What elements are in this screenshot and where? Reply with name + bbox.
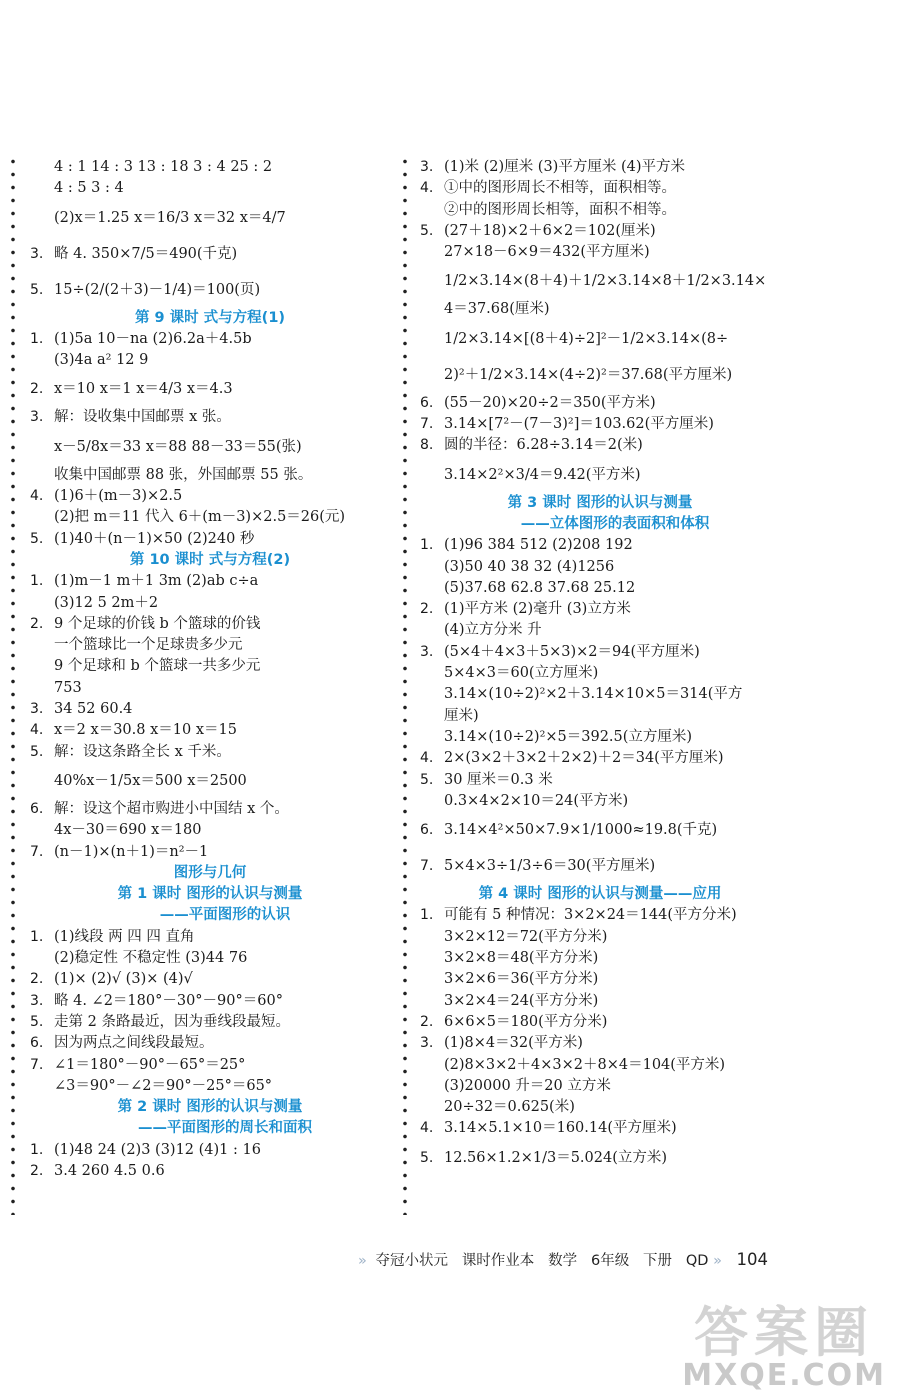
answer-text: (1)8×4＝32(平方米) (444, 1035, 583, 1052)
answer-line (420, 557, 780, 578)
answer-text: 3.14×2²×3/4＝9.42(平方米) (444, 466, 641, 483)
question-number: 1. (30, 928, 44, 945)
answer-text: 略 4. ∠2＝180°－30°－90°＝60° (54, 992, 283, 1009)
answer-line (420, 414, 780, 435)
answer-line (30, 969, 390, 990)
answer-text: 2×(3×2＋3×2＋2×2)＋2＝34(平方厘米) (444, 750, 724, 767)
section-heading: 第 2 课时 图形的认识与测量 (117, 1099, 303, 1116)
question-number: 3. (420, 643, 434, 660)
answer-line (420, 242, 780, 263)
binding-holes-middle (402, 155, 408, 1215)
answer-text: 3×2×6＝36(平方分米) (444, 971, 599, 988)
answer-line (30, 178, 390, 199)
answer-line (30, 236, 390, 272)
answer-text: (1)5a 10－na (2)6.2a＋4.5b (54, 330, 252, 347)
answer-line (420, 620, 780, 641)
answer-line (30, 635, 390, 656)
footer-arrow-icon: » (713, 1253, 722, 1269)
question-number: 4. (420, 750, 434, 767)
answer-text: (3)12 5 2m＋2 (54, 594, 159, 611)
answer-line (420, 1076, 780, 1097)
answer-text: (1)40＋(n－1)×50 (2)240 秒 (54, 530, 255, 547)
answer-text: 厘米) (444, 707, 479, 724)
question-number: 2. (420, 601, 434, 618)
section-heading: 第 4 课时 图形的认识与测量——应用 (478, 886, 722, 903)
question-number: 3. (30, 409, 44, 426)
answer-text: 4x－30＝690 x＝180 (54, 822, 202, 839)
answer-line (420, 642, 780, 663)
question-number: 1. (420, 537, 434, 554)
answer-line (30, 157, 390, 178)
question-number: 5. (420, 1149, 434, 1166)
question-number: 5. (420, 771, 434, 788)
answer-line (30, 429, 390, 465)
answer-line (420, 263, 780, 299)
answer-line (420, 1140, 780, 1176)
answer-text: (1)米 (2)厘米 (3)平方厘米 (4)平方米 (444, 159, 685, 175)
answer-line (420, 684, 780, 705)
answer-text: 1/2×3.14×(8＋4)＋1/2×3.14×8＋1/2×3.14× (444, 273, 767, 290)
answer-text: 因为两点之间线段最短。 (54, 1035, 214, 1052)
answer-text: 3.14×5.1×10＝160.14(平方厘米) (444, 1120, 677, 1137)
answer-line (30, 820, 390, 841)
answer-line (30, 842, 390, 863)
answer-text: ∠3＝90°－∠2＝90°－25°＝65° (54, 1077, 273, 1094)
answer-line (30, 329, 390, 350)
answer-line (420, 1118, 780, 1139)
answer-text: 6×6×5＝180(平方分米) (444, 1013, 608, 1030)
answer-text: (1)平方米 (2)毫升 (3)立方米 (444, 601, 631, 618)
answer-text: (2)x＝1.25 x＝16/3 x＝32 x＝4/7 (54, 209, 286, 226)
question-number: 5. (420, 222, 434, 239)
answer-line (420, 1033, 780, 1054)
answer-line (30, 1076, 390, 1097)
question-number: 6. (30, 800, 44, 817)
answer-text: 5×4×3＝60(立方厘米) (444, 665, 599, 682)
question-number: 7. (30, 843, 44, 860)
answer-text: 20÷32＝0.625(米) (444, 1099, 575, 1116)
answer-line (420, 927, 780, 948)
question-number: 1. (30, 573, 44, 590)
answer-text: 4 : 1 14 : 3 13 : 18 3 : 4 25 : 2 (54, 159, 273, 175)
section-heading: ——立体图形的表面积和体积 (520, 515, 710, 532)
answer-line (420, 969, 780, 990)
answer-text: x－5/8x＝33 x＝88 88－33＝55(张) (54, 438, 302, 455)
answer-line (30, 571, 390, 592)
answer-line (420, 535, 780, 556)
answer-text: 15÷(2/(2＋3)－1/4)＝100(页) (54, 281, 261, 298)
footer-brand: 夺冠小状元 (375, 1253, 448, 1269)
page-number: 104 (736, 1250, 769, 1269)
answer-line (420, 905, 780, 926)
footer-book: 课时作业本 (461, 1253, 535, 1269)
answer-line (30, 272, 390, 308)
answer-line (30, 371, 390, 407)
answer-line (420, 435, 780, 456)
answer-line (420, 200, 780, 221)
answer-text: (5×4＋4×3＋5×3)×2＝94(平方厘米) (444, 643, 700, 660)
page-footer (358, 1249, 768, 1270)
answer-text: 4＝37.68(厘米) (444, 301, 550, 318)
question-number: 3. (30, 701, 44, 718)
answer-line (30, 407, 390, 428)
answer-line (30, 529, 390, 550)
answer-line (30, 720, 390, 741)
answer-line (420, 221, 780, 242)
answer-line (420, 299, 780, 320)
answer-text: 1/2×3.14×[(8＋4)÷2]²－1/2×3.14×(8÷ (444, 330, 729, 347)
question-number: 3. (420, 1035, 434, 1052)
answer-text: 3.14×(10÷2)²×2＋3.14×10×5＝314(平方 (444, 686, 743, 703)
answer-line (420, 1012, 780, 1033)
answer-line (30, 656, 390, 677)
answer-text: (1)线段 两 四 四 直角 (54, 928, 195, 945)
answer-line (30, 200, 390, 236)
answer-line (420, 948, 780, 969)
question-number: 2. (30, 615, 44, 632)
answer-text: 3×2×4＝24(平方分米) (444, 992, 599, 1009)
section-heading: ——平面图形的认识 (159, 907, 291, 924)
question-number: 5. (30, 743, 44, 760)
answer-text: 3.14×[7²－(7－3)²]＝103.62(平方厘米) (444, 416, 714, 433)
answer-line (30, 486, 390, 507)
answer-text: (2)8×3×2＋4×3×2＋8×4＝104(平方米) (444, 1056, 726, 1073)
answer-line (420, 157, 780, 178)
answer-line (30, 1055, 390, 1076)
section-heading: 第 10 课时 式与方程(2) (129, 551, 291, 568)
answer-line (30, 991, 390, 1012)
answer-text: (3)50 40 38 32 (4)1256 (444, 558, 615, 575)
question-number: 7. (420, 858, 434, 875)
answer-line (30, 1140, 390, 1161)
answer-text: (55－20)×20÷2＝350(平方米) (444, 394, 656, 411)
answer-text: 12.56×1.2×1/3＝5.024(立方米) (444, 1149, 668, 1166)
footer-arrow-icon: » (358, 1253, 367, 1269)
watermark (682, 1301, 886, 1393)
question-number: 8. (420, 437, 434, 454)
answer-text: (1)× (2)√ (3)× (4)√ (54, 971, 193, 988)
right-answer-column (420, 157, 780, 1176)
watermark-url: MXQE.COM (682, 1358, 886, 1393)
question-number: 1. (30, 330, 44, 347)
question-number: 2. (30, 971, 44, 988)
answer-line (420, 578, 780, 599)
answer-text: 30 厘米＝0.3 米 (444, 771, 553, 788)
answer-line (30, 614, 390, 635)
answer-text: 解：设收集中国邮票 x 张。 (54, 409, 231, 426)
answer-text: (1)6＋(m－3)×2.5 (54, 488, 183, 505)
answer-text: ∠1＝180°－90°－65°＝25° (54, 1056, 246, 1073)
question-number: 3. (30, 245, 44, 262)
answer-line (420, 357, 780, 393)
answer-line (420, 748, 780, 769)
answer-line (30, 1033, 390, 1054)
answer-line (420, 1055, 780, 1076)
question-number: 2. (30, 1162, 44, 1179)
question-number: 3. (30, 992, 44, 1009)
answer-text: 9 个足球的价钱 b 个篮球的价钱 (54, 615, 261, 632)
question-number: 6. (420, 822, 434, 839)
answer-text: 3.14×4²×50×7.9×1/1000≈19.8(千克) (444, 822, 718, 839)
question-number: 5. (30, 530, 44, 547)
question-number: 1. (30, 1141, 44, 1158)
question-number: 2. (30, 381, 44, 398)
answer-text: 一个篮球比一个足球贵多少元 (54, 637, 243, 654)
answer-text: 40%x－1/5x＝500 x＝2500 (54, 772, 247, 789)
answer-text: 27×18－6×9＝432(平方厘米) (444, 244, 650, 261)
binding-holes-left (10, 155, 16, 1215)
answer-text: (1)m－1 m＋1 3m (2)ab c÷a (54, 573, 259, 590)
answer-line (30, 763, 390, 799)
answer-line (420, 393, 780, 414)
question-number: 5. (30, 1013, 44, 1030)
answer-text: 走第 2 条路最近，因为垂线段最短。 (54, 1013, 290, 1030)
question-number: 1. (420, 907, 434, 924)
answer-text: (3)4a a² 12 9 (54, 352, 149, 369)
answer-text: 略 4. 350×7/5＝490(千克) (54, 245, 238, 262)
answer-text: 解：设这个超市购进小中国结 x 个。 (54, 800, 289, 817)
answer-line (30, 1012, 390, 1033)
answer-text: (2)稳定性 不稳定性 (3)44 76 (54, 950, 248, 967)
answer-line (30, 593, 390, 614)
section-heading: 图形与几何 (173, 864, 247, 881)
left-answer-column (30, 157, 390, 1182)
answer-line (30, 1161, 390, 1182)
footer-edition: QD (685, 1253, 709, 1269)
section-heading: ——平面图形的周长和面积 (138, 1120, 312, 1137)
answer-text: (2)把 m＝11 代入 6＋(m－3)×2.5＝26(元) (54, 509, 346, 526)
answer-line (30, 678, 390, 699)
answer-line (420, 178, 780, 199)
question-number: 4. (420, 1120, 434, 1137)
answer-line (420, 770, 780, 791)
question-number: 5. (30, 281, 44, 298)
answer-text: x＝2 x＝30.8 x＝10 x＝15 (54, 722, 237, 739)
answer-text: 2)²＋1/2×3.14×(4÷2)²＝37.68(平方厘米) (444, 366, 733, 383)
answer-line (30, 465, 390, 486)
question-number: 4. (30, 722, 44, 739)
footer-volume: 下册 (643, 1253, 673, 1269)
answer-text: (5)37.68 62.8 37.68 25.12 (444, 579, 636, 596)
answer-text: 3×2×8＝48(平方分米) (444, 950, 599, 967)
answer-text: 3.14×(10÷2)²×5＝392.5(立方厘米) (444, 728, 693, 745)
question-number: 7. (30, 1056, 44, 1073)
answer-text: 0.3×4×2×10＝24(平方米) (444, 792, 629, 809)
question-number: 6. (30, 1035, 44, 1052)
footer-grade: 6年级 (590, 1253, 630, 1269)
section-heading: 第 9 课时 式与方程(1) (134, 309, 286, 326)
answer-line (420, 321, 780, 357)
answer-text: (4)立方分米 升 (444, 622, 542, 639)
question-number: 4. (420, 180, 434, 197)
answer-text: 5×4×3÷1/3÷6＝30(平方厘米) (444, 858, 656, 875)
answer-text: (1)96 384 512 (2)208 192 (444, 537, 633, 554)
answer-line (420, 727, 780, 748)
answer-text: (3)20000 升＝20 立方米 (444, 1077, 611, 1094)
answer-text: 圆的半径：6.28÷3.14＝2(米) (444, 437, 643, 454)
answer-line (420, 599, 780, 620)
answer-text: 9 个足球和 b 个篮球一共多少元 (54, 658, 261, 675)
answer-text: 34 52 60.4 (54, 701, 133, 718)
answer-line (420, 457, 780, 493)
answer-text: ②中的图形周长相等，面积不相等。 (444, 201, 676, 218)
question-number: 7. (420, 416, 434, 433)
watermark-logo: 答案圈 (694, 1301, 875, 1364)
answer-text: 753 (54, 679, 82, 696)
answer-line (420, 848, 780, 884)
answer-line (420, 991, 780, 1012)
answer-line (30, 948, 390, 969)
section-heading: 第 3 课时 图形的认识与测量 (507, 494, 693, 511)
section-heading: 第 1 课时 图形的认识与测量 (117, 886, 303, 903)
answer-line (420, 706, 780, 727)
answer-text: (n－1)×(n＋1)＝n²－1 (54, 843, 209, 860)
question-number: 2. (420, 1013, 434, 1030)
answer-line (30, 927, 390, 948)
answer-text: x＝10 x＝1 x＝4/3 x＝4.3 (54, 381, 233, 398)
answer-line (420, 791, 780, 812)
answer-line (30, 742, 390, 763)
question-number: 4. (30, 488, 44, 505)
answer-text: 3×2×12＝72(平方分米) (444, 928, 608, 945)
answer-text: ①中的图形周长不相等，面积相等。 (444, 180, 676, 197)
answer-text: (27＋18)×2＋6×2＝102(厘米) (444, 222, 656, 239)
question-number: 3. (420, 159, 434, 175)
answer-text: 可能有 5 种情况：3×2×24＝144(平方分米) (444, 907, 737, 924)
answer-line (420, 663, 780, 684)
answer-text: 收集中国邮票 88 张，外国邮票 55 张。 (54, 466, 313, 483)
answer-line (420, 1097, 780, 1118)
answer-text: 3.4 260 4.5 0.6 (54, 1162, 165, 1179)
answer-line (30, 507, 390, 528)
answer-text: (1)48 24 (2)3 (3)12 (4)1 : 16 (54, 1141, 261, 1158)
question-number: 6. (420, 394, 434, 411)
answer-line (420, 812, 780, 848)
answer-line (30, 699, 390, 720)
footer-subject: 数学 (548, 1253, 578, 1269)
answer-text: 4 : 5 3 : 4 (54, 180, 124, 197)
answer-line (30, 799, 390, 820)
answer-text: 解：设这条路全长 x 千米。 (54, 743, 231, 760)
answer-line (30, 350, 390, 371)
